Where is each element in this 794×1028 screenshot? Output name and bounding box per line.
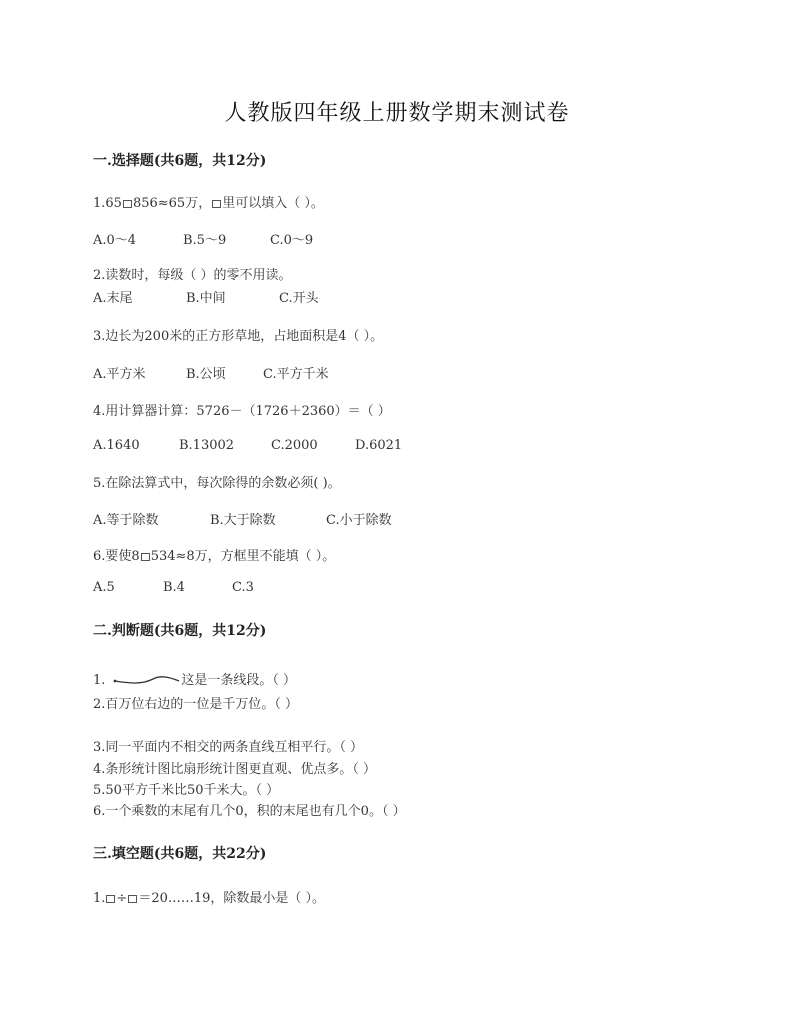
question-text: 1.65 (93, 196, 122, 211)
option-b: B.5～9 (183, 233, 227, 248)
blank-box-icon (128, 895, 137, 903)
question-text: 534≈8万，方框里不能填（ ）。 (150, 549, 336, 564)
option-b: B.大于除数 (210, 513, 276, 528)
question-2-5: 5.50平方千米比50千米大。（ ） (93, 783, 280, 798)
page-title: 人教版四年级上册数学期末测试卷 (224, 101, 570, 126)
option-a: A.等于除数 (93, 513, 159, 528)
section-heading-judgement: 二.判断题(共6题，共12分) (93, 623, 267, 639)
question-text: ＝20……19，除数最小是（ ）。 (138, 891, 326, 906)
curve-line-icon (105, 673, 181, 689)
question-text: 856≈65万， (132, 196, 212, 211)
question-2-1 (93, 669, 296, 689)
question-number: 1. (93, 673, 106, 688)
option-c: C.平方千米 (263, 367, 329, 382)
option-b: B.4 (163, 580, 185, 595)
option-c: C.3 (232, 580, 254, 595)
question-3-1 (93, 887, 325, 906)
option-a: A.0～4 (93, 233, 137, 248)
division-sign: ÷ (116, 891, 128, 906)
option-c: C.开头 (279, 291, 319, 306)
question-1-1 (93, 192, 324, 211)
option-a: A.平方米 (93, 367, 146, 382)
option-a: A.5 (93, 580, 115, 595)
option-c: C.小于除数 (326, 513, 392, 528)
blank-box-icon (212, 200, 221, 208)
option-b: B.公顷 (186, 367, 226, 382)
question-2-6: 6.一个乘数的末尾有几个0，积的末尾也有几个0。（ ） (93, 804, 406, 819)
option-c: C.2000 (271, 438, 318, 453)
question-number: 1. (93, 891, 106, 906)
blank-box-icon (123, 200, 132, 208)
section-heading-fill-blank: 三.填空题(共6题，共22分) (93, 846, 267, 862)
option-a: A.1640 (93, 438, 140, 453)
question-1-3: 3.边长为200米的正方形草地，占地面积是4（ ）。 (93, 329, 384, 344)
option-d: D.6021 (355, 438, 403, 453)
question-1-6 (93, 545, 335, 564)
section-heading-choice: 一.选择题(共6题，共12分) (93, 153, 267, 169)
option-a: A.末尾 (93, 291, 133, 306)
question-2-4: 4.条形统计图比扇形统计图更直观、优点多。（ ） (93, 762, 377, 777)
question-text: 6.要使8 (93, 549, 140, 564)
blank-box-icon (106, 895, 115, 903)
option-c: C.0～9 (270, 233, 314, 248)
question-1-2: 2.读数时，每级（ ）的零不用读。 (93, 268, 292, 283)
question-1-5: 5.在除法算式中，每次除得的余数必须( )。 (93, 476, 341, 491)
blank-box-icon (141, 553, 150, 561)
question-text: 这是一条线段。（ ） (181, 673, 297, 688)
question-text: 里可以填入（ ）。 (222, 196, 324, 211)
option-b: B.13002 (179, 438, 235, 453)
question-2-2: 2.百万位右边的一位是千万位。（ ） (93, 697, 299, 712)
option-b: B.中间 (186, 291, 226, 306)
question-2-3: 3.同一平面内不相交的两条直线互相平行。（ ） (93, 740, 364, 755)
question-1-4: 4.用计算器计算：5726－（1726＋2360）＝（ ） (93, 404, 391, 419)
